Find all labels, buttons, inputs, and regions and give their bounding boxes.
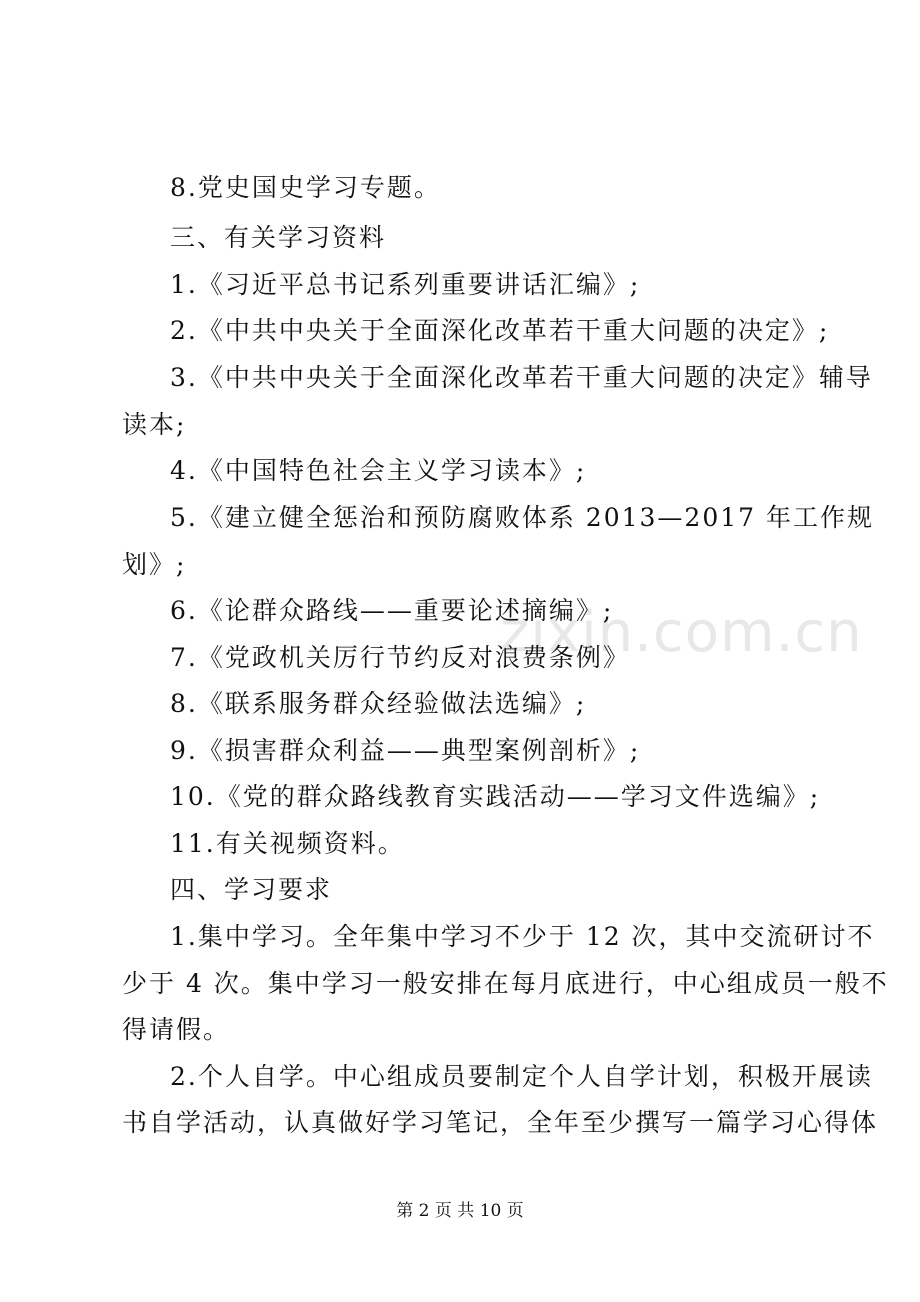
paragraph-line: 书自学活动，认真做好学习笔记，全年至少撰写一篇学习心得体 [122, 1108, 879, 1137]
text-line: 8.党史国史学习专题。 [170, 173, 441, 202]
paragraph-line: 2.个人自学。中心组成员要制定个人自学计划，积极开展读 [170, 1062, 873, 1091]
list-item: 7.《党政机关厉行节约反对浪费条例》 [170, 643, 630, 672]
list-item-continuation: 划》; [122, 550, 187, 579]
list-item: 8.《联系服务群众经验做法选编》; [170, 689, 587, 718]
list-item: 4.《中国特色社会主义学习读本》; [170, 456, 587, 485]
list-item: 10.《党的群众路线教育实践活动——学习文件选编》; [170, 782, 821, 811]
section-heading: 三、有关学习资料 [170, 223, 387, 252]
list-item: 6.《论群众路线——重要论述摘编》; [170, 596, 614, 625]
list-item: 11.有关视频资料。 [170, 829, 405, 858]
list-item: 1.《习近平总书记系列重要讲话汇编》; [170, 270, 641, 299]
list-item: 9.《损害群众利益——典型案例剖析》; [170, 736, 641, 765]
list-item: 2.《中共中央关于全面深化改革若干重大问题的决定》; [170, 316, 830, 345]
paragraph-line: 1.集中学习。全年集中学习不少于 12 次，其中交流研讨不 [170, 922, 875, 951]
watermark: zixin.com.cn [500, 600, 863, 665]
list-item: 5.《建立健全惩治和预防腐败体系 2013—2017 年工作规 [170, 503, 874, 532]
paragraph-line: 得请假。 [122, 1015, 231, 1044]
list-item-continuation: 读本; [122, 410, 187, 439]
page-footer: 第 2 页 共 10 页 [396, 1201, 524, 1221]
section-heading: 四、学习要求 [170, 875, 333, 904]
list-item: 3.《中共中央关于全面深化改革若干重大问题的决定》辅导 [170, 363, 873, 392]
paragraph-line: 少于 4 次。集中学习一般安排在每月底进行，中心组成员一般不 [122, 969, 889, 998]
